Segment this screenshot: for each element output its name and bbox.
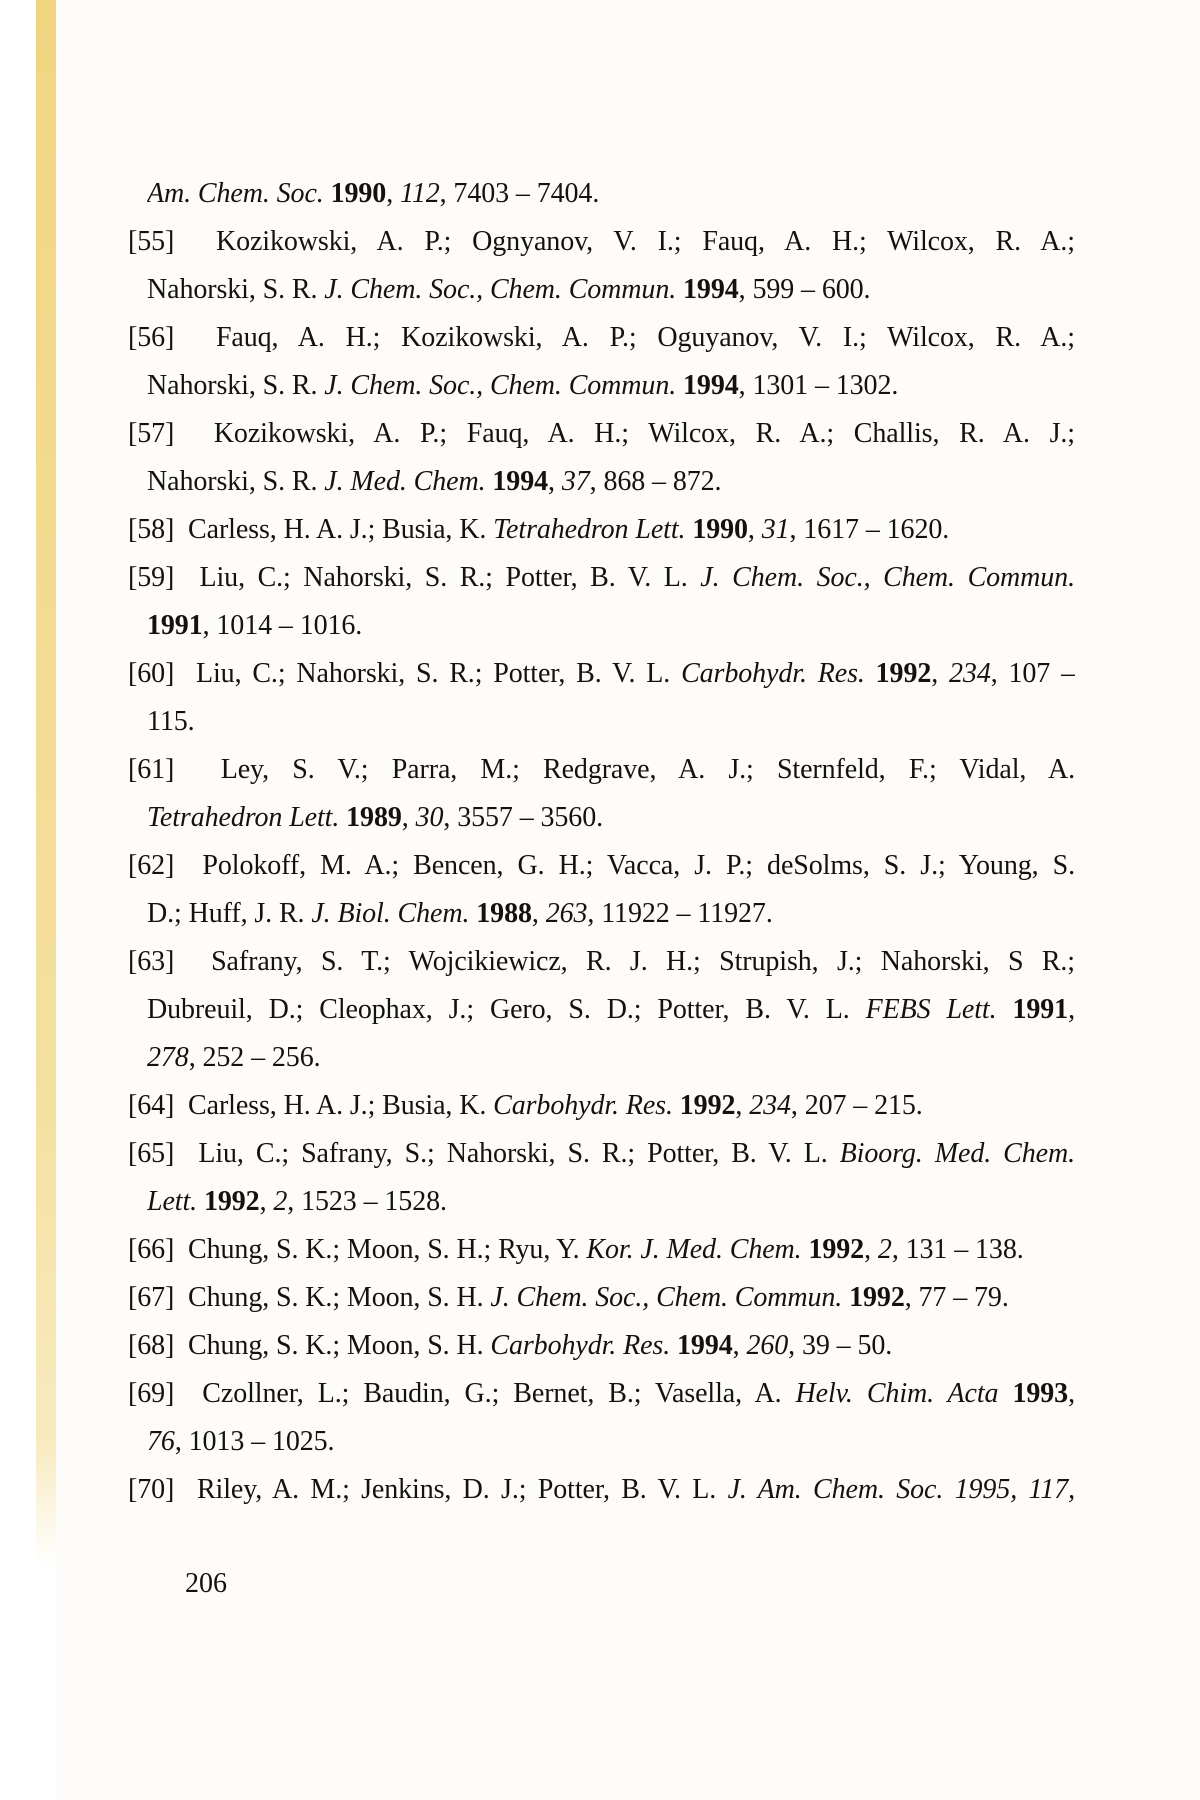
text-segment: , 39 – 50. bbox=[788, 1330, 893, 1361]
text-segment: J. Biol. Chem. bbox=[311, 898, 477, 929]
reference-line-18 bbox=[147, 986, 1075, 1034]
reference-line-19 bbox=[147, 1034, 1075, 1082]
text-segment: 31 bbox=[761, 514, 790, 545]
text-segment: [63] Safrany, S. T.; Wojcikiewicz, R. J. H.; Strupish, J.; Nahorski, S R.; bbox=[128, 946, 1075, 977]
text-segment: D.; Huff, J. R. bbox=[147, 898, 312, 929]
reference-line-9 bbox=[128, 554, 1075, 602]
text-segment: , bbox=[401, 802, 416, 833]
text-segment: Carbohydr. Res. bbox=[493, 1090, 680, 1121]
reference-line-14 bbox=[147, 794, 1075, 842]
reference-line-12 bbox=[147, 698, 1075, 746]
text-segment: 1992 bbox=[679, 1090, 736, 1121]
text-segment: , 1014 – 1016. bbox=[202, 610, 363, 641]
text-segment: 2 bbox=[273, 1186, 288, 1217]
text-segment: 1990 bbox=[330, 178, 387, 209]
text-segment: , bbox=[864, 1234, 878, 1265]
reference-line-17 bbox=[128, 938, 1075, 986]
reference-line-25 bbox=[128, 1322, 1075, 1370]
text-segment: 37 bbox=[561, 466, 590, 497]
text-segment: Bioorg. Med. Chem. bbox=[839, 1138, 1075, 1169]
text-segment: , bbox=[735, 1090, 750, 1121]
text-segment: Dubreuil, D.; Cleophax, J.; Gero, S. D.; Potter, B. V. L. bbox=[147, 994, 866, 1025]
text-segment: , 1617 – 1620. bbox=[789, 514, 950, 545]
text-segment: [61] Ley, S. V.; Parra, M.; Redgrave, A. J.; Sternfeld, F.; Vidal, A. bbox=[128, 754, 1075, 785]
text-segment: 1992 bbox=[849, 1282, 905, 1313]
text-segment: 260 bbox=[746, 1330, 789, 1361]
reference-line-3 bbox=[147, 266, 1075, 314]
text-segment: , 868 – 872. bbox=[589, 466, 722, 497]
text-segment: 1992 bbox=[203, 1186, 260, 1217]
text-segment: 263 bbox=[545, 898, 588, 929]
text-segment: 112 bbox=[400, 178, 440, 209]
text-segment: Nahorski, S. R. bbox=[147, 466, 325, 497]
reference-line-26 bbox=[128, 1370, 1075, 1418]
text-segment: , bbox=[747, 514, 762, 545]
reference-line-22 bbox=[147, 1178, 1075, 1226]
text-segment: , bbox=[531, 898, 546, 929]
reference-line-28 bbox=[128, 1466, 1075, 1514]
text-segment: [60] Liu, C.; Nahorski, S. R.; Potter, B. V. L. bbox=[128, 658, 682, 689]
text-segment: , 1013 – 1025. bbox=[174, 1426, 335, 1457]
text-segment: [62] Polokoff, M. A.; Bencen, G. H.; Vacca, J. P.; deSolms, S. J.; Young, S. bbox=[128, 850, 1075, 881]
text-segment: , 107 – bbox=[990, 658, 1075, 689]
text-segment: [65] Liu, C.; Safrany, S.; Nahorski, S. R.; Potter, B. V. L. bbox=[128, 1138, 840, 1169]
text-segment: [66] Chung, S. K.; Moon, S. H.; Ryu, Y. bbox=[128, 1234, 587, 1265]
reference-line-23 bbox=[128, 1226, 1075, 1274]
text-segment: , 3557 – 3560. bbox=[443, 802, 603, 833]
reference-line-1 bbox=[147, 170, 1075, 218]
text-segment: 1994 bbox=[683, 274, 739, 305]
text-segment: [70] Riley, A. M.; Jenkins, D. J.; Potter, B. V. L. bbox=[128, 1474, 728, 1505]
text-segment: 1994 bbox=[492, 466, 549, 497]
text-segment: [64] Carless, H. A. J.; Busia, K. bbox=[128, 1090, 494, 1121]
text-segment: , bbox=[1068, 1378, 1075, 1409]
reference-line-6 bbox=[128, 410, 1075, 458]
text-segment: 278 bbox=[147, 1042, 189, 1073]
text-segment: , 599 – 600. bbox=[738, 274, 871, 305]
reference-line-16 bbox=[147, 890, 1075, 938]
reference-line-5 bbox=[147, 362, 1075, 410]
text-segment: 234 bbox=[749, 1090, 791, 1121]
text-segment: 1989 bbox=[346, 802, 402, 833]
reference-line-2 bbox=[128, 218, 1075, 266]
references-list bbox=[128, 170, 1075, 1514]
text-segment: Carbohydr. Res. bbox=[681, 658, 876, 689]
page-number: 206 bbox=[185, 1568, 227, 1599]
text-segment: [59] Liu, C.; Nahorski, S. R.; Potter, B. V. L. bbox=[128, 562, 701, 593]
reference-line-15 bbox=[128, 842, 1075, 890]
text-segment: J. Med. Chem. bbox=[324, 466, 493, 497]
text-segment: Carbohydr. Res. bbox=[490, 1330, 678, 1361]
reference-line-13 bbox=[128, 746, 1075, 794]
reference-line-4 bbox=[128, 314, 1075, 362]
text-segment: , 252 – 256. bbox=[188, 1042, 321, 1073]
text-segment: Lett. bbox=[147, 1186, 204, 1217]
text-segment: , bbox=[386, 178, 400, 209]
reference-line-10 bbox=[147, 602, 1075, 650]
text-segment: 1994 bbox=[677, 1330, 733, 1361]
text-segment: Tetrahedron Lett. bbox=[147, 802, 347, 833]
text-segment: 1994 bbox=[683, 370, 739, 401]
text-segment: , 1301 – 1302. bbox=[738, 370, 899, 401]
text-segment: 76 bbox=[147, 1426, 175, 1457]
text-segment: , bbox=[548, 466, 562, 497]
text-segment: , bbox=[259, 1186, 274, 1217]
text-segment: [55] Kozikowski, A. P.; Ognyanov, V. I.; Fauq, A. H.; Wilcox, R. A.; bbox=[128, 226, 1075, 257]
text-segment: 1992 bbox=[875, 658, 932, 689]
text-segment: 1990 bbox=[692, 514, 748, 545]
text-segment: , 1523 – 1528. bbox=[287, 1186, 447, 1217]
text-segment: 1995, 117, bbox=[954, 1474, 1075, 1505]
text-segment: J. Chem. Soc., Chem. Commun. bbox=[324, 370, 684, 401]
text-segment: J. Chem. Soc., Chem. Commun. bbox=[490, 1282, 850, 1313]
text-segment: [58] Carless, H. A. J.; Busia, K. bbox=[128, 514, 494, 545]
text-segment: , bbox=[1068, 994, 1075, 1025]
text-segment: Am. Chem. Soc. bbox=[147, 178, 331, 209]
text-segment: J. Chem. Soc., Chem. Commun. bbox=[700, 562, 1075, 593]
text-segment: Helv. Chim. Acta bbox=[795, 1378, 1013, 1409]
reference-line-7 bbox=[147, 458, 1075, 506]
text-segment: [68] Chung, S. K.; Moon, S. H. bbox=[128, 1330, 491, 1361]
text-segment: , 7403 – 7404. bbox=[439, 178, 600, 209]
text-segment: 2 bbox=[877, 1234, 892, 1265]
text-segment: 1991 bbox=[147, 610, 203, 641]
text-segment: FEBS Lett. bbox=[865, 994, 1013, 1025]
text-segment: , 11922 – 11927. bbox=[587, 898, 773, 929]
reference-line-11 bbox=[128, 650, 1075, 698]
text-segment: 115. bbox=[147, 706, 195, 737]
text-segment: 30 bbox=[415, 802, 444, 833]
text-segment: J. Am. Chem. Soc. bbox=[727, 1474, 955, 1505]
text-segment: Tetrahedron Lett. bbox=[493, 514, 693, 545]
reference-line-24 bbox=[128, 1274, 1075, 1322]
text-segment: , bbox=[931, 658, 950, 689]
reference-line-20 bbox=[128, 1082, 1075, 1130]
text-segment: 1991 bbox=[1012, 994, 1069, 1025]
text-segment: 1988 bbox=[476, 898, 532, 929]
text-segment: Nahorski, S. R. bbox=[147, 370, 325, 401]
reference-line-27 bbox=[147, 1418, 1075, 1466]
text-segment: Kor. J. Med. Chem. bbox=[586, 1234, 809, 1265]
text-segment: [56] Fauq, A. H.; Kozikowski, A. P.; Oguyanov, V. I.; Wilcox, R. A.; bbox=[128, 322, 1075, 353]
text-segment: , 131 – 138. bbox=[891, 1234, 1024, 1265]
text-segment: 1993 bbox=[1012, 1378, 1069, 1409]
text-segment: [57] Kozikowski, A. P.; Fauq, A. H.; Wilcox, R. A.; Challis, R. A. J.; bbox=[128, 418, 1075, 449]
reference-line-21 bbox=[128, 1130, 1075, 1178]
text-segment: J. Chem. Soc., Chem. Commun. bbox=[324, 274, 684, 305]
reference-line-8 bbox=[128, 506, 1075, 554]
text-segment: 1992 bbox=[808, 1234, 865, 1265]
text-segment: [69] Czollner, L.; Baudin, G.; Bernet, B.; Vasella, A. bbox=[128, 1378, 796, 1409]
text-segment: 234 bbox=[949, 658, 991, 689]
text-segment: , 77 – 79. bbox=[904, 1282, 1009, 1313]
text-segment: [67] Chung, S. K.; Moon, S. H. bbox=[128, 1282, 491, 1313]
text-segment: , bbox=[732, 1330, 747, 1361]
text-segment: Nahorski, S. R. bbox=[147, 274, 325, 305]
text-segment: , 207 – 215. bbox=[790, 1090, 923, 1121]
